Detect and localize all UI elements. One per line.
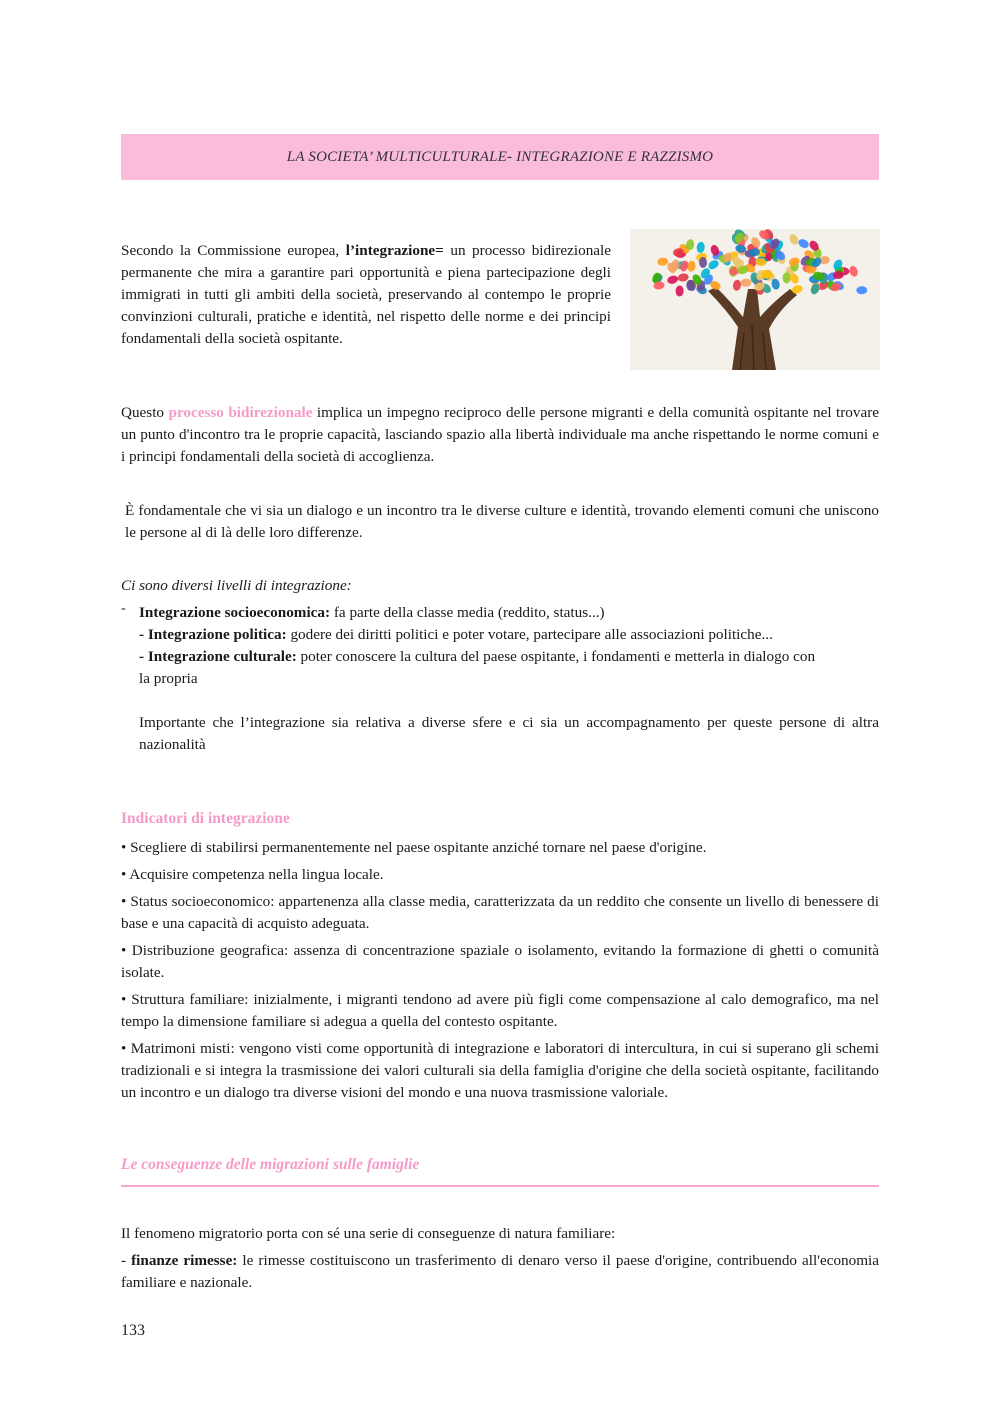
consequences-heading: Le conseguenze delle migrazioni sulle famiglie <box>121 1156 420 1173</box>
consequence-item-remittances <box>121 1250 879 1294</box>
page-title: LA SOCIETA’ MULTICULTURALE- INTEGRAZIONE E RAZZISMO <box>286 148 714 165</box>
dialogue-paragraph: È fondamentale che vi sia un dialogo e un incontro tra le diverse culture e identità, trovando elementi comuni che uniscono le persone al di là delle loro differenze. <box>125 502 879 541</box>
intro-paragraph <box>121 240 611 350</box>
page-number: 133 <box>121 1322 145 1339</box>
item-text: le rimesse costituiscono un trasferimento di denaro verso il paese d'origine, contribuendo all'economia familiare e nazionale. <box>121 1252 880 1291</box>
p2-highlight: processo bidirezionale <box>168 404 313 421</box>
important-note: Importante che l’integrazione sia relativa a diverse sfere e ci sia un accompagnamento per queste persone di altra nazionalità <box>139 714 879 753</box>
level-text: poter conoscere la cultura del paese ospitante, i fondamenti e metterla in dialogo con <box>296 648 816 665</box>
intro-text-end: un processo bidirezionale permanente che mira a garantire pari opportunità e piena partecipazione degli immigrati in tutti gli ambiti della società, preservando al contempo le proprie convinzioni culturali, pratiche e identità, nel rispetto delle norme e dei principi fondamentali della società ospitante. <box>121 242 611 347</box>
indicator-item: • Acquisire competenza nella lingua locale. <box>121 866 384 883</box>
item-label: finanze rimesse: <box>131 1252 238 1269</box>
level-item-cultural <box>139 646 879 668</box>
tree-of-hands-illustration <box>630 229 880 370</box>
list-dash: - <box>121 601 126 616</box>
indicator-item: • Status socioeconomico: appartenenza alla classe media, caratterizzata da un reddito che consente un livello di benessere di base e una capacità di acquisto adeguata. <box>121 893 879 932</box>
level-item-socioeconomic <box>139 602 879 624</box>
level-label: Integrazione politica: <box>147 626 287 643</box>
levels-heading: Ci sono diversi livelli di integrazione: <box>121 577 352 594</box>
level-text: fa parte della classe media (reddito, status...) <box>330 604 605 621</box>
intro-text-start: Secondo la Commissione europea, <box>121 242 346 259</box>
indicator-item: • Scegliere di stabilirsi permanentemente nel paese ospitante anziché tornare nel paese d'origine. <box>121 839 707 856</box>
bidirectional-process-paragraph <box>121 402 879 468</box>
level-prefix: - <box>139 648 148 665</box>
p2-text-start: Questo <box>121 404 169 421</box>
consequences-intro: Il fenomeno migratorio porta con sé una serie di conseguenze di natura familiare: <box>121 1225 616 1242</box>
level-item-political <box>139 624 879 646</box>
indicator-item: • Matrimoni misti: vengono visti come opportunità di integrazione e laboratori di intercultura, in cui si superano gli schemi tradizionali e si integra la trasmissione dei valori culturali sia della famiglia d'origine che della società ospitante, facilitando un incontro e un dialogo tra diverse visioni del mondo e una nuova trasmissione valoriale. <box>121 1040 879 1101</box>
intro-term: l’integrazione= <box>345 242 444 259</box>
item-prefix: - <box>121 1252 132 1269</box>
p2-text-end: implica un impegno reciproco delle persone migranti e della comunità ospitante nel trovare un punto d'incontro tra le proprie capacità, lasciando spazio alla libertà individuale ma anche rispettando le norme comuni e i principi fondamentali della società di accoglienza. <box>121 404 880 465</box>
indicator-item: • Distribuzione geografica: assenza di concentrazione spaziale o isolamento, evitando la formazione di ghetti o comunità isolate. <box>121 942 879 981</box>
level-text: godere dei diritti politici e poter votare, partecipare alle associazioni politiche... <box>286 626 773 643</box>
heading-underline <box>121 1185 879 1187</box>
consequences-section <box>121 1223 879 1299</box>
indicators-list <box>121 837 879 1109</box>
level-continuation: la propria <box>139 670 198 687</box>
title-banner <box>121 134 879 180</box>
level-prefix: - <box>139 626 148 643</box>
indicator-item: • Struttura familiare: inizialmente, i migranti tendono ad avere più figli come compensazione al calo demografico, ma nel tempo la dimensione familiare si adegua a quella del contesto ospitante. <box>121 991 879 1030</box>
level-label: Integrazione socioeconomica: <box>139 604 331 621</box>
level-label: Integrazione culturale: <box>147 648 297 665</box>
tree-of-hands-icon <box>630 229 880 370</box>
indicators-heading: Indicatori di integrazione <box>121 810 290 827</box>
